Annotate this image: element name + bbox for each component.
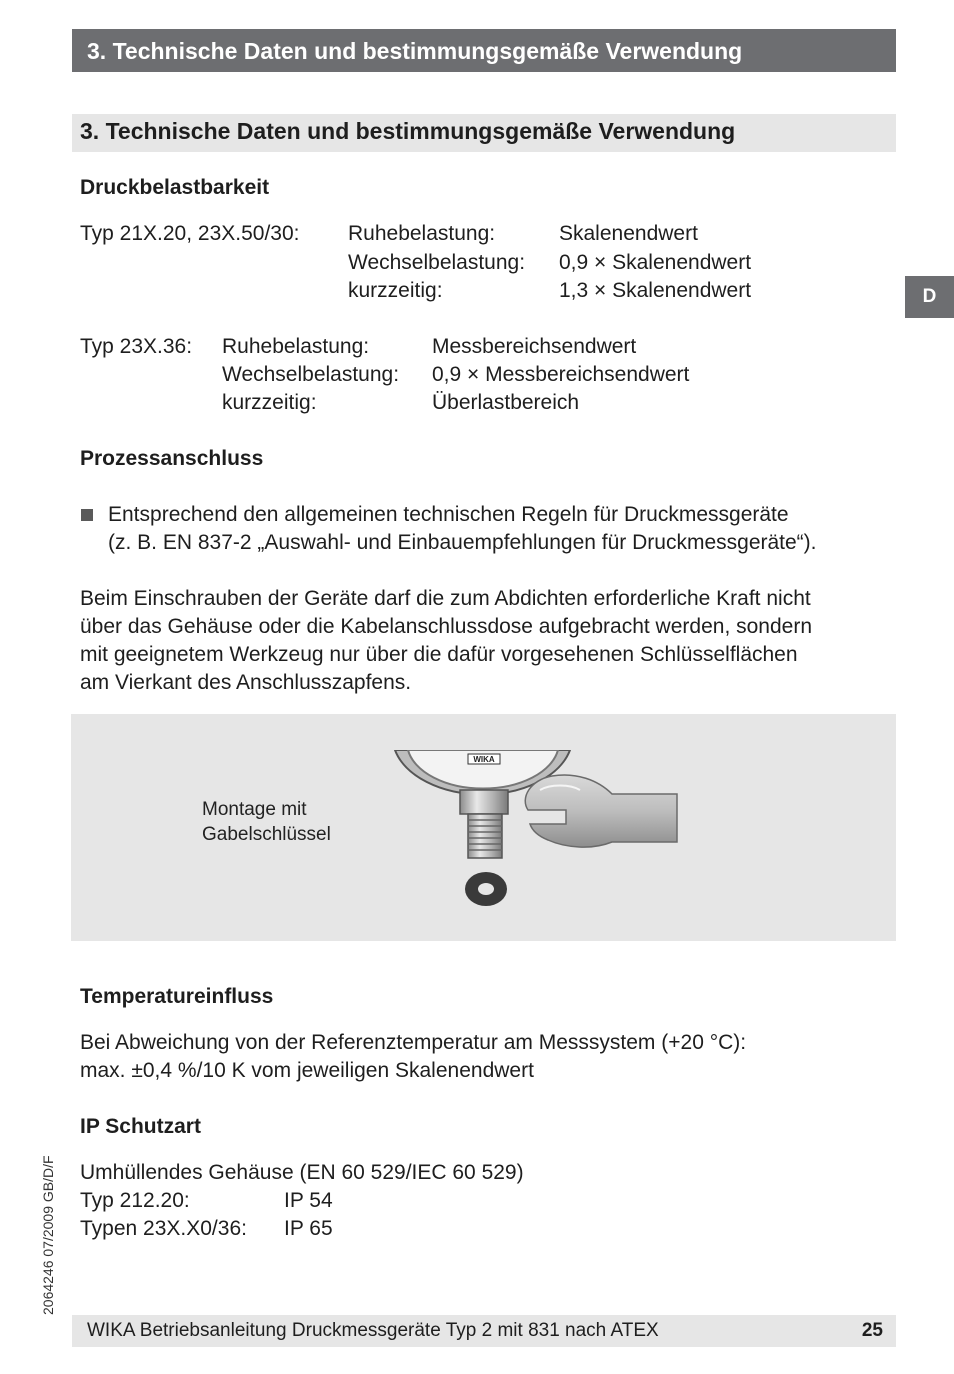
bullet-line: (z. B. EN 837-2 „Auswahl- und Einbauempfehlungen für Druckmessgeräte“). [108,531,817,554]
paragraph-line: Beim Einschrauben der Geräte darf die zum Abdichten erforderliche Kraft nicht [80,587,811,610]
druck-group2-value: Überlastbereich [432,391,580,414]
gauge-wrench-illustration [380,750,690,915]
temperatur-line: Bei Abweichung von der Referenztemperatur am Messsystem (+20 °C): [80,1031,747,1054]
druck-group1-type: Typ 21X.20, 23X.50/30: [80,222,300,245]
thread-connection [468,814,502,858]
ip-row-label: Typen 23X.X0/36: [80,1217,247,1240]
druck-group1-value: 1,3 × Skalenendwert [559,279,752,302]
druck-group2-label: Wechselbelastung: [222,363,400,386]
chapter-title: 3. Technische Daten und bestimmungsgemäße Verwendung [87,38,743,64]
open-end-wrench [525,775,677,847]
figure-caption [202,797,331,847]
paragraph-line: über das Gehäuse oder die Kabelanschlussdose aufgebracht werden, sondern [80,615,812,638]
druck-group2-value: 0,9 × Messbereichsendwert [432,363,690,386]
language-tab: D [905,276,954,318]
bullet-square-icon [81,509,93,521]
druck-group2-label: kurzzeitig: [222,391,317,414]
document-code: 2064246 07/2009 GB/D/F [40,1155,56,1315]
prozess-heading: Prozessanschluss [80,447,264,470]
section-header [72,114,896,152]
druck-group1-label: Ruhebelastung: [348,222,496,245]
druck-group2-type: Typ 23X.36: [80,335,193,358]
paragraph-line: mit geeignetem Werkzeug nur über die dafür vorgesehenen Schlüsselflächen [80,643,798,666]
druck-group1-label: kurzzeitig: [348,279,443,302]
chapter-header [72,29,896,72]
figure-caption-line: Gabelschlüssel [202,824,331,845]
figure-caption-line: Montage mit [202,799,307,820]
druck-heading: Druckbelastbarkeit [80,176,270,199]
ip-heading: IP Schutzart [80,1115,201,1138]
temperatur-line: max. ±0,4 %/10 K vom jeweiligen Skalenendwert [80,1059,534,1082]
druck-group2-value: Messbereichsendwert [432,335,637,358]
druck-group1-label: Wechselbelastung: [348,251,526,274]
druck-group1-value: 0,9 × Skalenendwert [559,251,752,274]
bullet-line: Entsprechend den allgemeinen technischen Regeln für Druckmessgeräte [108,503,789,526]
gauge-brand-logo: WIKA [473,755,495,764]
temperatur-heading: Temperatureinfluss [80,985,274,1008]
ip-intro: Umhüllendes Gehäuse (EN 60 529/IEC 60 529) [80,1161,524,1184]
druck-group1-value: Skalenendwert [559,222,698,245]
section-title: 3. Technische Daten und bestimmungsgemäße Verwendung [80,118,736,144]
gauge-square-socket [460,790,508,814]
paragraph-line: am Vierkant des Anschlusszapfens. [80,671,412,694]
ip-row-value: IP 65 [284,1217,333,1240]
ip-row-value: IP 54 [284,1189,333,1212]
page-number: 25 [861,1320,883,1341]
ip-row-label: Typ 212.20: [80,1189,190,1212]
druck-group2-label: Ruhebelastung: [222,335,370,358]
sealing-ring [465,872,507,906]
footer-text: WIKA Betriebsanleitung Druckmessgeräte Typ 2 mit 831 nach ATEX [87,1320,659,1341]
